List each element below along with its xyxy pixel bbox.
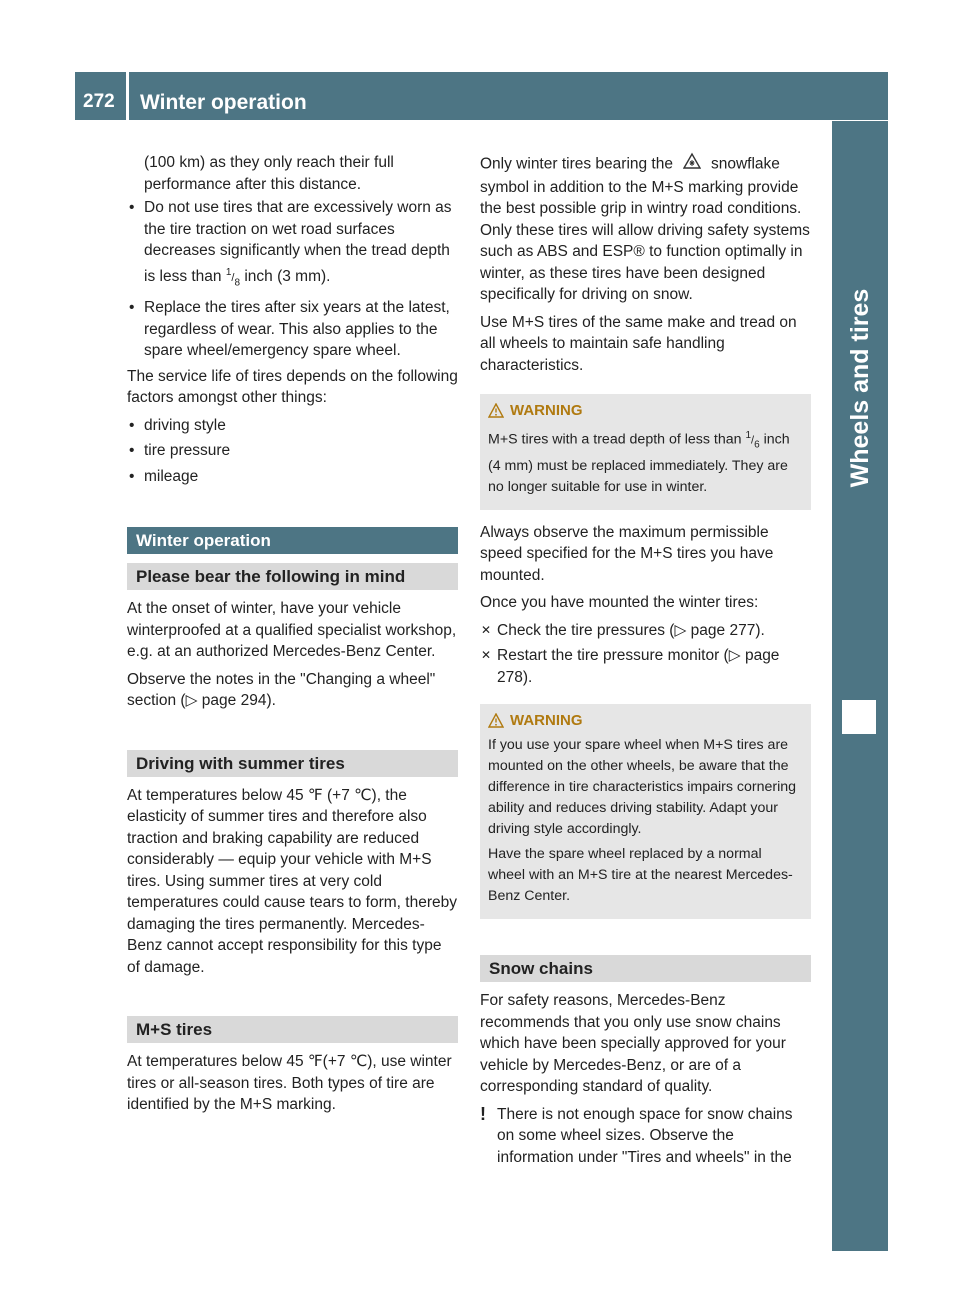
paragraph: For safety reasons, Mercedes-Benz recommends that you only use snow chains which have been specially approved for your vehicle by Mercedes-Benz, or are of a corresponding standard of quality.	[480, 992, 786, 1096]
bullet-icon: •	[129, 442, 135, 460]
paragraph: Observe the notes in the "Changing a wheel" section (▷ page 294).	[127, 670, 436, 710]
action-step: ✕ Check the tire pressures (▷ page 277).	[480, 620, 811, 642]
continued-text: (100 km) as they only reach their full performance after this distance.	[144, 154, 394, 193]
paragraph: Only winter tires bearing the snowflake symbol in addition to the M+S marking provide the best possible grip in wintry road conditions. Only these tires will allow driving safety systems such as ABS and ESP® to function optimally in winter, as these tires have been designed specifically for driving on snow.	[480, 152, 811, 306]
left-column	[127, 152, 458, 1122]
list-item: • Replace the tires after six years at the latest, regardless of wear. This also applies to the spare wheel/emergency spare wheel.	[129, 299, 450, 360]
paragraph: Always observe the maximum permissible speed specified for the M+S tires you have mounted.	[480, 523, 774, 584]
subsection-title: Snow chains	[480, 955, 811, 982]
list-item: • mileage	[127, 466, 458, 488]
chapter-label: Wheels and tires	[846, 288, 874, 488]
chapter-marker	[842, 700, 876, 734]
action-arrow-icon: ✕	[481, 622, 492, 637]
subsection-title: M+S tires	[127, 1016, 458, 1043]
header-divider	[126, 72, 129, 120]
subsection-title: Driving with summer tires	[127, 750, 458, 777]
warning-box	[480, 394, 811, 510]
warning-text: Have the spare wheel replaced by a normal wheel with an M+S tire at the nearest Mercedes-Benz Center.	[488, 846, 793, 905]
action-arrow-icon: ✕	[481, 648, 492, 663]
exclamation-icon: !	[480, 1103, 486, 1124]
snowflake-mountain-icon	[683, 152, 701, 177]
subsection-title: Please bear the following in mind	[127, 563, 458, 590]
paragraph: The service life of tires depends on the following factors amongst other things:	[127, 367, 458, 407]
warning-text: M+S tires with a tread depth of less than $^1/_6$ inch (4 mm) must be replaced immediately. They are no longer suitable for use in winter.	[488, 430, 790, 495]
paragraph: Use M+S tires of the same make and tread on all wheels to maintain safe handling characteristics.	[480, 313, 797, 374]
section-title: Winter operation	[127, 527, 458, 554]
right-column	[480, 152, 811, 1168]
paragraph: At the onset of winter, have your vehicle winterproofed at a qualified specialist workshop, e.g. at an authorized Mercedes-Benz Center.	[127, 600, 457, 661]
paragraph: Once you have mounted the winter tires:	[480, 594, 759, 612]
list-item: • driving style	[127, 415, 458, 437]
warning-box	[480, 704, 811, 919]
warning-triangle-icon	[488, 403, 504, 418]
page-number: 272	[83, 91, 115, 112]
paragraph: At temperatures below 45 ℉ (+7 ℃), the elasticity of summer tires and therefore also traction and braking capability are reduced considerably — equip your vehicle with M+S tires. Using summer tires at very cold temperatures could cause tears to form, thereby damaging the tires permanently. Mercedes-Benz cannot accept responsibility for this type of damage.	[127, 786, 457, 976]
action-step: ✕ Restart the tire pressure monitor (▷ page 278).	[481, 647, 780, 686]
warning-text: If you use your spare wheel when M+S tires are mounted on the other wheels, be aware that the difference in tire characteristics impairs cornering ability and reduces driving stability. Adapt your driving style accordingly.	[488, 737, 797, 838]
paragraph: At temperatures below 45 ℉(+7 ℃), use winter tires or all-season tires. Both types of tire are identified by the M+S marking.	[127, 1053, 452, 1114]
page-title: Winter operation	[140, 91, 307, 114]
warning-triangle-icon	[488, 713, 504, 728]
list-item: • Do not use tires that are excessively worn as the tire traction on wet road surfaces decreases significantly when the tread depth is less than $^1/_8$ inch (3 mm).	[129, 199, 452, 288]
warning-header: WARNING	[488, 710, 802, 731]
bullet-icon: •	[129, 416, 135, 434]
bullet-icon: •	[129, 299, 135, 317]
bullet-icon: •	[129, 467, 135, 485]
bullet-icon: •	[129, 199, 135, 216]
warning-header: WARNING	[488, 400, 802, 421]
list-item: • tire pressure	[127, 440, 458, 462]
note: ! There is not enough space for snow chains on some wheel sizes. Observe the information under "Tires and wheels" in the	[480, 1103, 793, 1166]
